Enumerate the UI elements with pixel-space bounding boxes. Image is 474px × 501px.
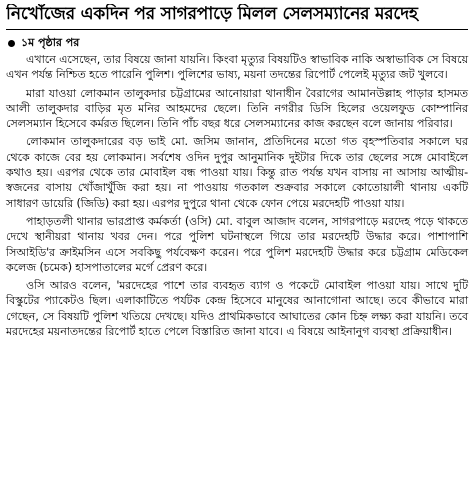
continued-marker-text: ১ম পৃষ্ঠার পর — [21, 36, 80, 49]
article-body — [6, 52, 468, 339]
continued-marker — [8, 36, 468, 50]
headline-divider — [6, 29, 468, 30]
article-paragraph: মারা যাওয়া লোকমান তালুকদার চট্টগ্রামের আনোয়ারা থানাধীন বৈরাগের আমানউল্লাহ পাড়ার হাসমত আলী তালুকদার বাড়ির মৃত মনির আহমদের ছেলে। তিনি নগরীর ডিসি হিলের ওয়েলফুড কোম্পানির সেলসম্যান হিসেবে কর্মরত ছিলেন। তিনি পাঁচ বছর ধরে সেলসম্যানের কাজ করছেন বলে জানায় পরিবার। — [6, 86, 468, 131]
article-paragraph: ওসি আরও বলেন, 'মরদেহের পাশে তার ব্যবহৃত ব্যাগ ও পকেটে মোবাইল পাওয়া যায়। সাথে দুটি বিস্কুটের প্যাকেটও ছিল। এলাকাটিতে পর্যটক কেন্দ্র হিসেবে মানুষের আনাগোনা আছে। তবে কীভাবে মারা গেছেন, সে বিষয়টি পুলিশ খতিয়ে দেখছে। যদিও প্রাথমিকভাবে আঘাতের কোন চিহ্ন লক্ষ্য করা যায়নি। তবে মরদেহের ময়নাতদন্তের রিপোর্ট হাতে পেলে বিস্তারিত জানা যাবে। এ বিষয়ে আইনানুগ ব্যবস্থা প্রক্রিয়াধীন। — [6, 279, 468, 339]
article-paragraph: পাহাড়তলী থানার ভারপ্রাপ্ত কর্মকর্তা (ওসি) মো. বাবুল আজাদ বলেন, সাগরপাড়ে মরদেহ পড়ে থাকতে দেখে স্থানীয়রা থানায় খবর দেন। পরে পুলিশ ঘটনাস্থলে গিয়ে তার মরদেহটি উদ্ধার করে। পাশাপাশি সিআইডি'র ক্রাইমসিন এসে সবকিছু পর্যবেক্ষণ করেন। পরে পুলিশ মরদেহটি উদ্ধার করে চট্টগ্রাম মেডিকেল কলেজ (চমেক) হাসপাতালের মর্গে প্রেরণ করে। — [6, 214, 468, 274]
article-paragraph: লোকমান তালুকদারের বড় ভাই মো. জসিম জানান, প্রতিদিনের মতো গত বৃহস্পতিবার সকালে ঘর থেকে কাজে বের হয় লোকমান। সর্বশেষ ওদিন দুপুর আনুমানিক দুইটার দিকে তার ছেলের সঙ্গে মোবাইলে কথাও হয়। এরপর থেকে তার মোবাইল বন্ধ পাওয়া যায়। কিন্তু রাত পর্যন্ত যখন বাসায় না আসায় আত্মীয়-স্বজনের বাসায় খোঁজাখুঁজি করা হয়। না পাওয়ায় গতকাল শুক্রবার সকালে কোতোয়ালী থানায় একটি সাধারণ ডায়েরি (জিডি) করা হয়। এরপর দুপুরে থানা থেকে ফোন পেয়ে মরদেহটি পাওয়া যায়। — [6, 135, 468, 210]
article-headline: নিখোঁজের একদিন পর সাগরপাড়ে মিলল সেলসম্যানের মরদেহ — [6, 4, 418, 24]
article-paragraph: এখানে এসেছেন, তার বিষয়ে জানা যায়নি। কিংবা মৃত্যুর বিষয়টিও স্বাভাবিক নাকি অস্বাভাবিক সে বিষয়ে এখন পর্যন্ত নিশ্চিত হতে পারেনি পুলিশ। পুলিশের ভাষ্য, ময়না তদন্তের রিপোর্ট পেলেই মৃত্যুর জট খুলবে। — [6, 53, 468, 82]
bullet-icon — [8, 40, 15, 47]
